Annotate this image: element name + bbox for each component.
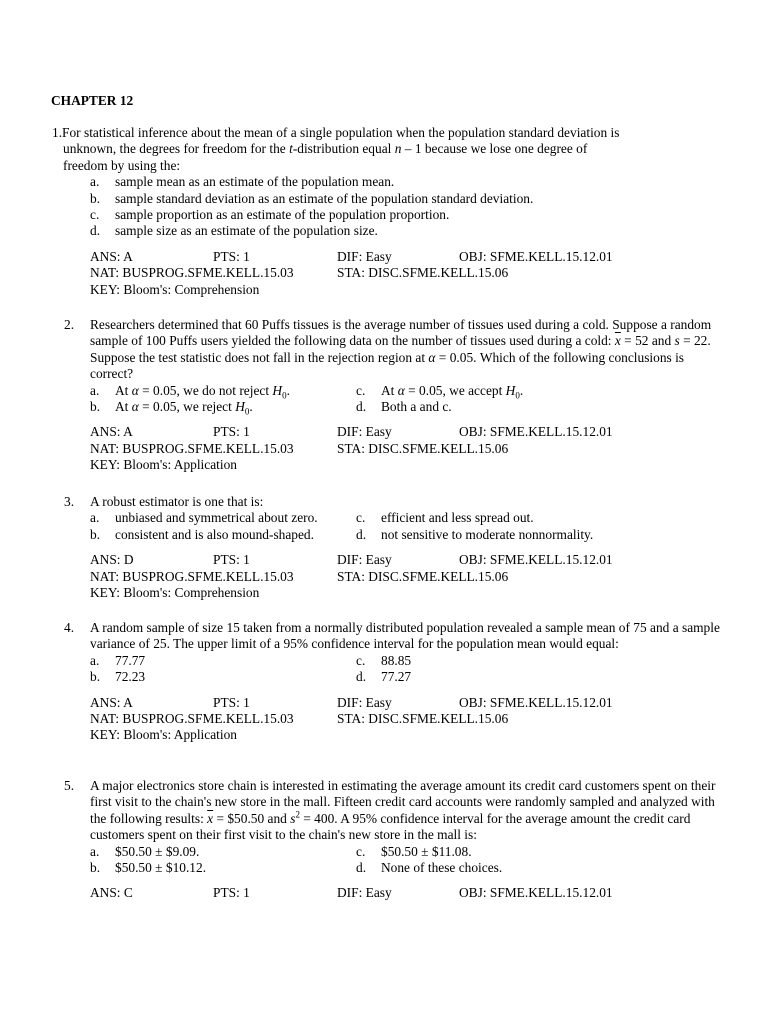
difficulty: DIF: Easy: [337, 552, 392, 568]
option-d: d. not sensitive to moderate nonnormality.: [356, 526, 594, 542]
question-1: [52, 125, 720, 298]
options-grid: [90, 653, 720, 686]
question-stem: A random sample of size 15 taken from a normally distributed population revealed a sample mean of 75 and a sample variance of 25. The upper limit of a 95% confidence interval for the population mean would equal:: [90, 620, 720, 652]
sta: STA: DISC.SFME.KELL.15.06: [337, 265, 509, 281]
option-a: a. $50.50 ± $9.09.: [90, 843, 200, 859]
objective: OBJ: SFME.KELL.15.12.01: [459, 694, 613, 710]
objective: OBJ: SFME.KELL.15.12.01: [459, 424, 613, 440]
option-c: c. 88.85: [356, 652, 412, 668]
answer-metadata: [90, 885, 720, 901]
key: KEY: Bloom's: Application: [90, 727, 237, 743]
option-b: b. consistent and is also mound-shaped.: [90, 526, 314, 542]
options-grid: [90, 844, 720, 877]
options-grid: [90, 383, 720, 416]
nat: NAT: BUSPROG.SFME.KELL.15.03: [90, 265, 294, 281]
option-b: b. 72.23: [90, 669, 146, 685]
options-grid: [90, 510, 720, 543]
difficulty: DIF: Easy: [337, 424, 392, 440]
question-3: [52, 494, 720, 601]
option-a: a. sample mean as an estimate of the population mean.: [90, 174, 395, 190]
question-2: [52, 317, 720, 474]
option-b: b. sample standard deviation as an estimate of the population standard deviation.: [90, 190, 534, 206]
question-number: 2.: [64, 317, 75, 332]
answer-metadata: [90, 249, 720, 298]
points: PTS: 1: [213, 885, 250, 901]
option-c: c. At α = 0.05, we accept $H_0$.: [356, 382, 524, 401]
points: PTS: 1: [213, 552, 250, 568]
answer: ANS: D: [90, 552, 134, 568]
answer-metadata: [90, 695, 720, 744]
question-stem: A robust estimator is one that is:: [90, 494, 264, 509]
nat: NAT: BUSPROG.SFME.KELL.15.03: [90, 440, 294, 456]
option-c: c. sample proportion as an estimate of the population proportion.: [90, 207, 450, 223]
answer: ANS: A: [90, 424, 133, 440]
question-5: [52, 778, 720, 902]
option-d: d. Both a and c.: [356, 399, 452, 415]
points: PTS: 1: [213, 694, 250, 710]
option-d: d. 77.27: [356, 669, 412, 685]
option-c: c. $50.50 ± $11.08.: [356, 843, 472, 859]
difficulty: DIF: Easy: [337, 885, 392, 901]
answer: ANS: A: [90, 248, 133, 264]
question-stem-line: 1.For statistical inference about the mean of a single population when the population standard deviation is: [52, 125, 620, 140]
question-stem: [52, 125, 720, 174]
option-a: a. 77.77: [90, 652, 146, 668]
answer: ANS: A: [90, 694, 133, 710]
option-b: b. $50.50 ± $10.12.: [90, 860, 207, 876]
sta: STA: DISC.SFME.KELL.15.06: [337, 568, 509, 584]
answer-metadata: [90, 552, 720, 601]
answer-metadata: [90, 424, 720, 473]
option-c: c. efficient and less spread out.: [356, 510, 534, 526]
key: KEY: Bloom's: Application: [90, 457, 237, 473]
option-a: a. unbiased and symmetrical about zero.: [90, 510, 318, 526]
difficulty: DIF: Easy: [337, 694, 392, 710]
objective: OBJ: SFME.KELL.15.12.01: [459, 552, 613, 568]
question-4: [52, 620, 720, 744]
objective: OBJ: SFME.KELL.15.12.01: [459, 885, 613, 901]
difficulty: DIF: Easy: [337, 248, 392, 264]
question-number: 3.: [64, 494, 75, 509]
question-stem: A major electronics store chain is interested in estimating the average amount its credit card customers spent on their first visit to the chain's new store in the mall. Fifteen credit card accounts were randomly sampled and analyzed with the following results: $\overline{x}$ = $50.50 and $s^2 = 400$. A 95% confidence interval for the average amount the credit card customers spent on their first visit to the chain's new store in the mall is:: [90, 778, 716, 843]
option-b: b. At α = 0.05, we reject $H_0$.: [90, 399, 253, 417]
points: PTS: 1: [213, 248, 250, 264]
option-d: d. None of these choices.: [356, 860, 503, 876]
question-number: 5.: [64, 778, 75, 793]
chapter-heading: CHAPTER 12: [51, 93, 134, 108]
key: KEY: Bloom's: Comprehension: [90, 281, 260, 297]
nat: NAT: BUSPROG.SFME.KELL.15.03: [90, 568, 294, 584]
points: PTS: 1: [213, 424, 250, 440]
option-a: a. At α = 0.05, we do not reject $H_0$.: [90, 382, 290, 401]
key: KEY: Bloom's: Comprehension: [90, 585, 260, 601]
nat: NAT: BUSPROG.SFME.KELL.15.03: [90, 711, 294, 727]
answer: ANS: C: [90, 885, 133, 901]
sta: STA: DISC.SFME.KELL.15.06: [337, 711, 509, 727]
sta: STA: DISC.SFME.KELL.15.06: [337, 440, 509, 456]
option-d: d. sample size as an estimate of the population size.: [90, 223, 378, 239]
question-stem-continuation: unknown, the degrees for freedom for the t-distribution equal n – 1 because we lose one degree of freedom by using the:: [63, 141, 588, 173]
objective: OBJ: SFME.KELL.15.12.01: [459, 248, 613, 264]
options-list: [90, 174, 720, 240]
question-number: 4.: [64, 620, 75, 635]
question-stem: Researchers determined that 60 Puffs tissues is the average number of tissues used during a cold. Suppose a random sample of 100 Puffs users yielded the following data on the number of tissues used during a cold: $\overline{x} = 52$ and s = 22. Suppose the test statistic does not fall in the rejection region at α = 0.05. Which of the following conclusions is correct?: [90, 317, 712, 382]
